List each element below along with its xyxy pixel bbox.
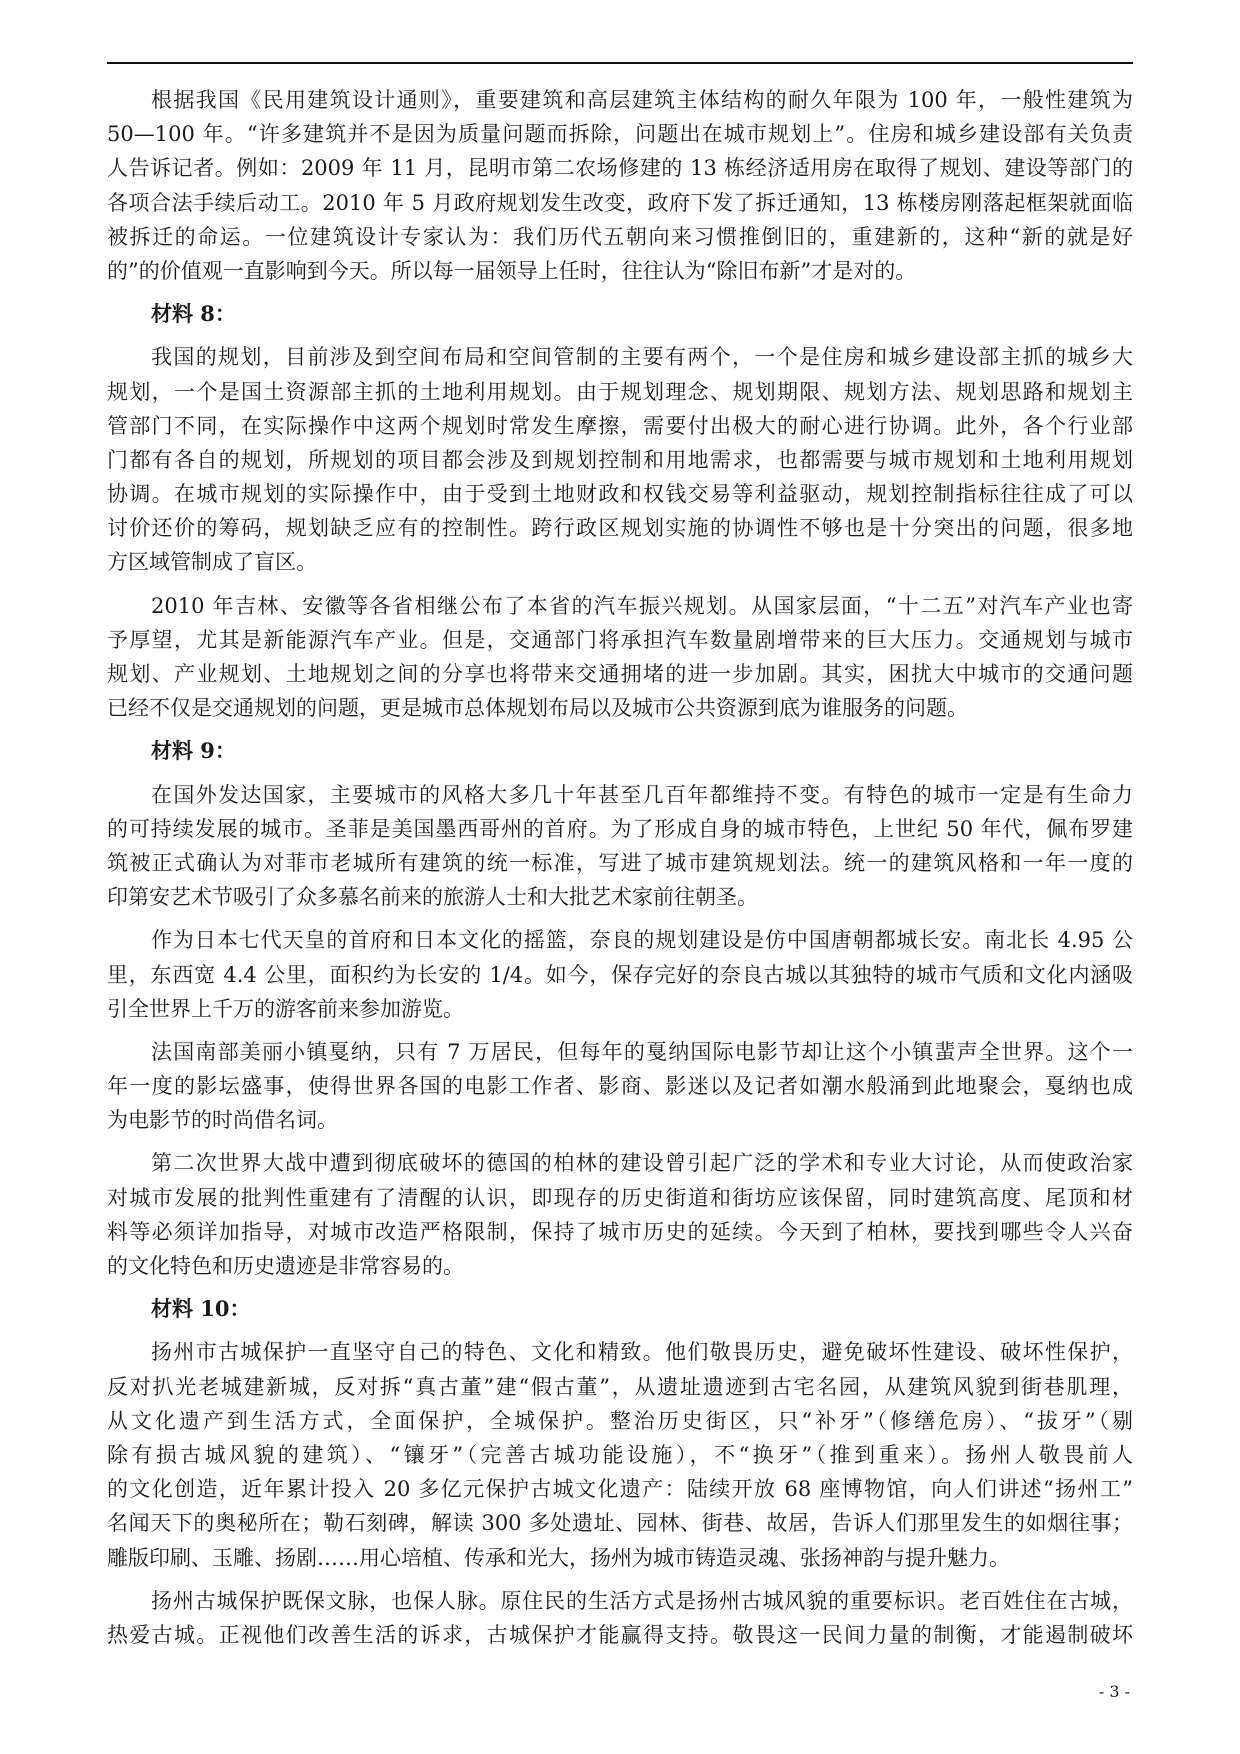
text-line: 在国外发达国家，主要城市的风格大多几十年甚至几百年都维持不变。有特色的城市一定是有生命力 [151, 782, 1133, 807]
text-line: 讨价还价的筹码，规划缺乏应有的控制性。跨行政区规划实施的协调性不够也是十分突出的问题，很多地 [107, 516, 1133, 541]
text-line: 管部门不同，在实际操作中这两个规划时常发生摩擦，需要付出极大的耐心进行协调。此外，各个行业部 [107, 413, 1133, 438]
text-line: 门都有各自的规划，所规划的项目都会涉及到规划控制和用地需求，也都需要与城市规划和土地利用规划 [107, 447, 1133, 472]
material-heading: 材料 8： [151, 301, 236, 327]
paragraph [107, 589, 1133, 726]
text-line: 料等必须详加指导，对城市改造严格限制，保持了城市历史的延续。今天到了柏林，要找到哪些令人兴奋 [107, 1219, 1133, 1244]
text-line: 筑被正式确认为对菲市老城所有建筑的统一标准，写进了城市建筑规划法。统一的建筑风格和一年一度的 [107, 850, 1133, 875]
text-line: 反对扒光老城建新城，反对拆“真古董”建“假古董”，从遗址遗迹到古宅名园，从建筑风貌到街巷肌理， [107, 1374, 1133, 1399]
text-line: 人告诉记者。例如：2009 年 11 月，昆明市第二农场修建的 13 栋经济适用房在取得了规划、建设等部门的 [107, 156, 1133, 181]
text-line: 的文化创造，近年累计投入 20 多亿元保护古城文化遗产：陆续开放 68 座博物馆，向人们讲述“扬州工” [107, 1477, 1133, 1502]
text-line: 第二次世界大战中遭到彻底破坏的德国的柏林的建设曾引起广泛的学术和专业大讨论，从而使政治家 [151, 1151, 1133, 1176]
text-line: 我国的规划，目前涉及到空间布局和空间管制的主要有两个，一个是住房和城乡建设部主抓的城乡大 [151, 345, 1133, 370]
text-line: 从文化遗产到生活方式，全面保护，全城保护。整治历史街区，只“补牙”（修缮危房）、“拔牙”（剔 [107, 1408, 1133, 1433]
text-line: 对城市发展的批判性重建有了清醒的认识，即现存的历史街道和街坊应该保留，同时建筑高度、尾顶和材 [107, 1185, 1133, 1210]
text-line: 的可持续发展的城市。圣菲是美国墨西哥州的首府。为了形成自身的城市特色，上世纪 50 年代，佩布罗建 [107, 816, 1133, 841]
text-line: 协调。在城市规划的实际操作中，由于受到土地财政和权钱交易等利益驱动，规划控制指标往往成了可以 [107, 482, 1133, 507]
text-line: 年一度的影坛盛事，使得世界各国的电影工作者、影商、影迷以及记者如潮水般涌到此地聚会，戛纳也成 [107, 1074, 1133, 1099]
text-line: 根据我国《民用建筑设计通则》，重要建筑和高层建筑主体结构的耐久年限为 100 年，一般性建筑为 [151, 88, 1133, 112]
paragraph [107, 1335, 1133, 1574]
text-line: 雕版印刷、玉雕、扬剧……用心培植、传承和光大，扬州为城市铸造灵魂、张扬神韵与提升魅力。 [107, 1545, 1010, 1570]
header-rule [107, 62, 1133, 64]
text-line: 2010 年吉林、安徽等各省相继公布了本省的汽车振兴规划。从国家层面，“十二五”对汽车产业也寄 [151, 593, 1133, 618]
text-line: 规划，一个是国土资源部主抓的土地利用规划。由于规划理念、规划期限、规划方法、规划思路和规划主 [107, 379, 1133, 404]
document-body [107, 83, 1133, 1661]
text-line: 法国南部美丽小镇戛纳，只有 7 万居民，但每年的戛纳国际电影节却让这个小镇蜚声全世界。这个一 [151, 1039, 1133, 1064]
paragraph [107, 778, 1133, 915]
text-line: 予厚望，尤其是新能源汽车产业。但是，交通部门将承担汽车数量剧增带来的巨大压力。交通规划与城市 [107, 627, 1133, 652]
text-line: 扬州市古城保护一直坚守自己的特色、文化和精致。他们敬畏历史，避免破坏性建设、破坏性保护， [151, 1340, 1133, 1365]
material-heading: 材料 10： [151, 1296, 251, 1322]
text-line: 50—100 年。“许多建筑并不是因为质量问题而拆除，问题出在城市规划上”。住房和城乡建设部有关负责 [107, 122, 1133, 147]
text-line: 的文化特色和历史遗迹是非常容易的。 [107, 1254, 464, 1278]
paragraph [107, 923, 1133, 1026]
text-line: 各项合法手续后动工。2010 年 5 月政府规划发生改变，政府下发了拆迁通知，13 栋楼房刚落起框架就面临 [107, 190, 1133, 215]
paragraph [107, 83, 1133, 288]
text-line: 被拆迁的命运。一位建筑设计专家认为：我们历代五朝向来习惯推倒旧的，重建新的，这种“新的就是好 [107, 224, 1133, 249]
paragraph [107, 1146, 1133, 1283]
text-line: 为电影节的时尚借名词。 [107, 1108, 338, 1133]
text-line: 热爱古城。正视他们改善生活的诉求，古城保护才能赢得支持。敬畏这一民间力量的制衡，才能遏制破坏 [107, 1622, 1133, 1647]
paragraph [107, 340, 1133, 579]
text-line: 除有损古城风貌的建筑）、“镶牙”（完善古城功能设施），不“换牙”（推到重来）。扬州人敬畏前人 [107, 1442, 1133, 1467]
text-line: 名闻天下的奥秘所在；勒石刻碑，解读 300 多处遗址、园林、街巷、故居，告诉人们那里发生的如烟往事； [107, 1511, 1133, 1536]
text-line: 已经不仅是交通规划的问题，更是城市总体规划布局以及城市公共资源到底为谁服务的问题。 [107, 696, 968, 721]
text-line: 规划、产业规划、土地规划之间的分享也将带来交通拥堵的进一步加剧。其实，困扰大中城市的交通问题 [107, 662, 1133, 686]
text-line: 引全世界上千万的游客前来参加游览。 [107, 996, 464, 1021]
text-line: 的”的价值观一直影响到今天。所以每一届领导上任时，往往认为“除旧布新”才是对的。 [107, 258, 917, 283]
text-line: 里，东西宽 4.4 公里，面积约为长安的 1/4。如今，保存完好的奈良古城以其独特的城市气质和文化内涵吸 [107, 962, 1133, 987]
text-line: 方区域管制成了盲区。 [107, 550, 317, 575]
material-heading: 材料 9： [151, 738, 236, 764]
page-number: - 3 - [1098, 1682, 1130, 1701]
paragraph [107, 1584, 1133, 1652]
paragraph [107, 1035, 1133, 1138]
text-line: 作为日本七代天皇的首府和日本文化的摇篮，奈良的规划建设是仿中国唐朝都城长安。南北长 4.95 公 [151, 928, 1133, 953]
text-line: 扬州古城保护既保文脉，也保人脉。原住民的生活方式是扬州古城风貌的重要标识。老百姓住在古城， [151, 1588, 1133, 1613]
text-line: 印第安艺术节吸引了众多慕名前来的旅游人士和大批艺术家前往朝圣。 [107, 885, 758, 910]
